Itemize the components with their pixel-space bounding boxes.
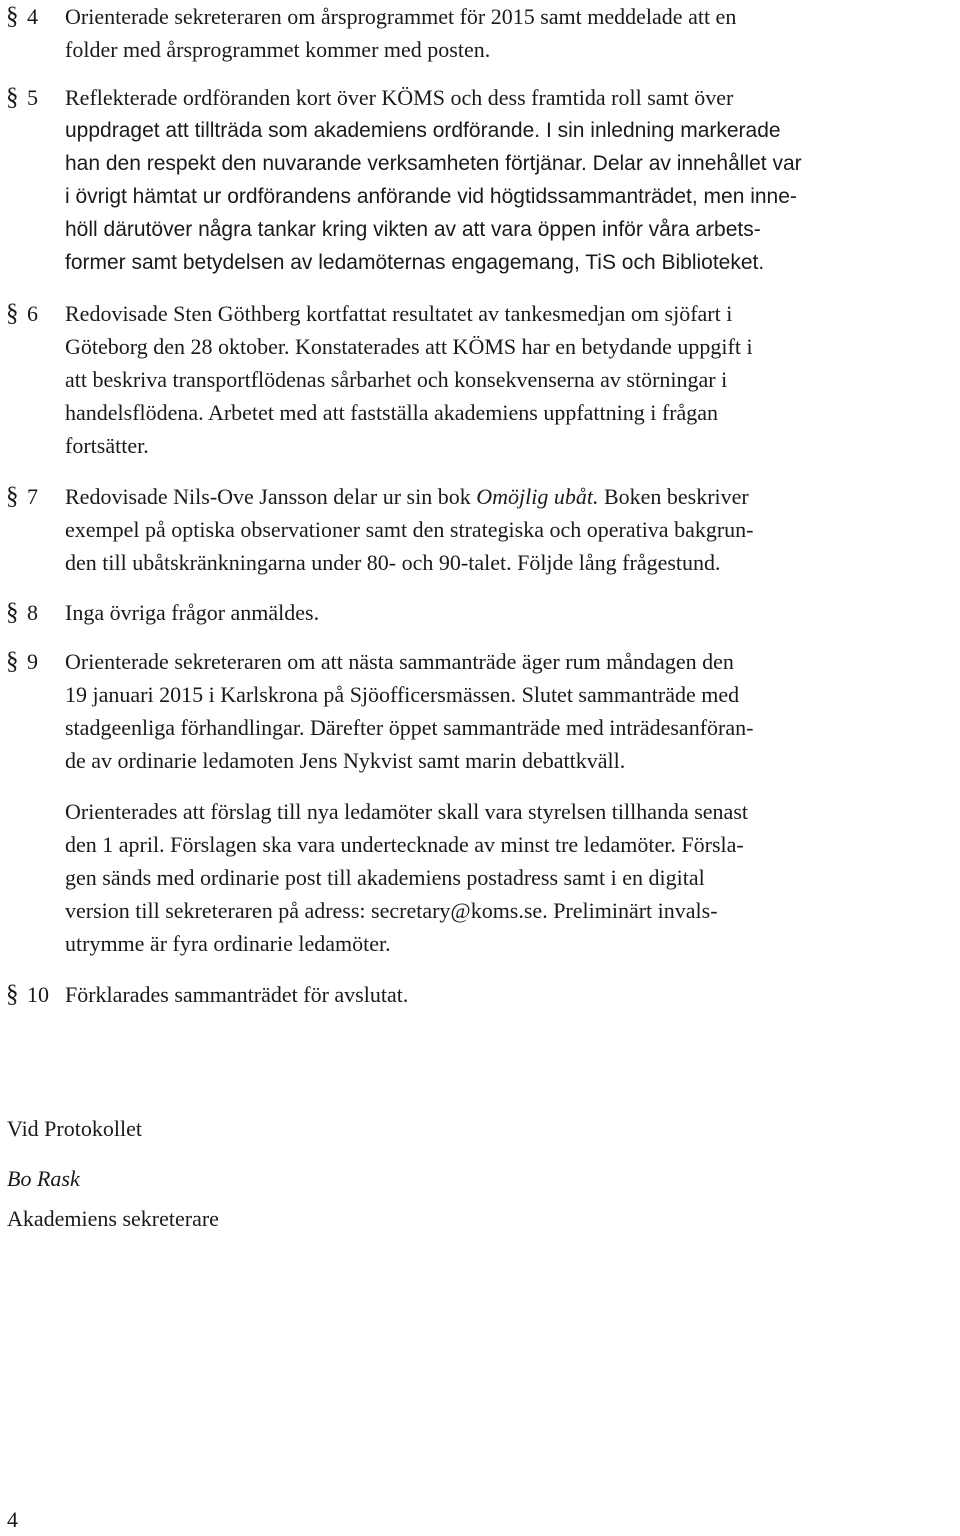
text-line: handelsflödena. Arbetet med att fastställa akademiens uppfattning i frågan: [65, 400, 719, 425]
section-sign: §: [6, 599, 19, 626]
section-text: [65, 480, 945, 579]
text-line: uppdraget att tillträda som akademiens ordförande. I sin inledning markerade: [65, 119, 781, 142]
section-sign: §: [6, 648, 19, 675]
section-number: 6: [27, 301, 38, 326]
section-number: 4: [27, 4, 38, 29]
text-line: former samt betydelsen av ledamöternas engagemang, TiS och Biblioteket.: [65, 251, 765, 274]
section-sign: §: [6, 300, 19, 327]
text-line: gen sänds med ordinarie post till akademiens postadress samt i en digital: [65, 865, 705, 890]
text-line: Redovisade Sten Göthberg kortfattat resultatet av tankesmedjan om sjöfart i: [65, 301, 733, 326]
section-number: 5: [27, 85, 38, 110]
text-line: stadgeenliga förhandlingar. Därefter öppet sammanträde med inträdesanföran-: [65, 715, 754, 740]
signature-title: Akademiens sekreterare: [7, 1206, 219, 1231]
text-line: den 1 april. Förslagen ska vara undertecknade av minst tre ledamöter. Försla-: [65, 832, 744, 857]
text-line: Orienterades att förslag till nya ledamöter skall vara styrelsen tillhanda senast: [65, 799, 748, 824]
text-line: att beskriva transportflödenas sårbarhet och konsekvenserna av störningar i: [65, 367, 728, 392]
text-line: Förklarades sammanträdet för avslutat.: [65, 982, 409, 1007]
text-line: 19 januari 2015 i Karlskrona på Sjöofficersmässen. Slutet sammanträde med: [65, 682, 740, 707]
text-line: fortsätter.: [65, 433, 149, 458]
text-line: Inga övriga frågor anmäldes.: [65, 600, 320, 625]
text-line: den till ubåtskränkningarna under 80- och 90-talet. Följde lång frågestund.: [65, 550, 721, 575]
page-number: 4: [7, 1507, 18, 1532]
section-text: [65, 297, 945, 462]
section-text: [65, 645, 945, 777]
section-text: [65, 596, 945, 629]
text-fragment: Boken beskriver: [598, 484, 749, 509]
section-sign: §: [6, 3, 19, 30]
text-line: i övrigt hämtat ur ordförandens anförande vid högtidssammanträdet, men inne-: [65, 185, 797, 208]
section-sign: §: [6, 981, 19, 1008]
section-text: [65, 0, 945, 66]
text-line: Göteborg den 28 oktober. Konstaterades att KÖMS har en betydande uppgift i: [65, 334, 753, 359]
text-line: Orienterade sekreteraren om att nästa sammanträde äger rum måndagen den: [65, 649, 734, 674]
text-fragment: Redovisade Nils-Ove Jansson delar ur sin bok: [65, 484, 477, 509]
section-text: [65, 81, 945, 279]
section-text: [65, 978, 945, 1011]
section-number: 10: [27, 982, 49, 1007]
section-number: 9: [27, 649, 38, 674]
text-line: exempel på optiska observationer samt den strategiska och operativa bakgrun-: [65, 517, 754, 542]
section-number: 7: [27, 484, 38, 509]
text-line: version till sekreteraren på adress: secretary@koms.se. Preliminärt invals-: [65, 898, 718, 923]
section-sign: §: [6, 483, 19, 510]
section-9-paragraph-2: [65, 795, 945, 960]
section-sign: §: [6, 84, 19, 111]
text-line: utrymme är fyra ordinarie ledamöter.: [65, 931, 391, 956]
text-line: höll därutöver några tankar kring vikten av att vara öppen inför våra arbets-: [65, 218, 761, 241]
text-line: Reflekterade ordföranden kort över KÖMS och dess framtida roll samt över: [65, 85, 734, 110]
text-line: [65, 480, 945, 513]
signature-name: Bo Rask: [7, 1166, 80, 1191]
section-number: 8: [27, 600, 38, 625]
text-line: folder med årsprogrammet kommer med posten.: [65, 37, 491, 62]
text-line: Orienterade sekreteraren om årsprogrammet för 2015 samt meddelade att en: [65, 4, 737, 29]
book-title: Omöjlig ubåt.: [476, 484, 599, 509]
text-line: han den respekt den nuvarande verksamheten förtjänar. Delar av innehållet var: [65, 152, 802, 175]
text-line: de av ordinarie ledamoten Jens Nykvist samt marin debattkväll.: [65, 748, 626, 773]
signature-heading: Vid Protokollet: [7, 1116, 142, 1141]
